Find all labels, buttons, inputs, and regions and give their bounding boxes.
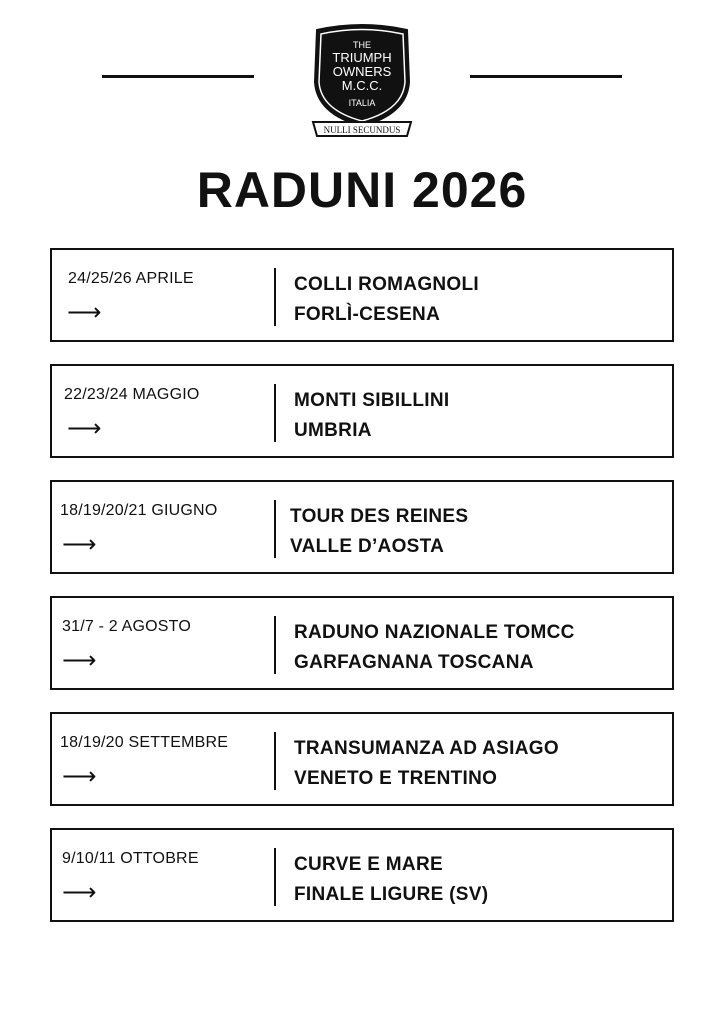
- event-divider: [274, 500, 276, 558]
- header-rule-right: [470, 75, 622, 78]
- event-place-line-2: GARFAGNANA TOSCANA: [294, 652, 534, 673]
- page-title: RADUNI 2026: [196, 162, 528, 218]
- header: [0, 0, 724, 150]
- event-date: 18/19/20/21 GIUGNO: [60, 502, 218, 519]
- logo-line-1: THE: [353, 40, 371, 50]
- event-place: [294, 270, 479, 330]
- arrow-right-icon: ⟶: [62, 646, 97, 674]
- arrow-right-icon: ⟶: [67, 298, 102, 326]
- arrow-right-icon: ⟶: [62, 762, 97, 790]
- event-place-line-1: MONTI SIBILLINI: [294, 390, 450, 411]
- event-card-4: [50, 596, 674, 690]
- event-card-3: [50, 480, 674, 574]
- event-place-line-1: COLLI ROMAGNOLI: [294, 274, 479, 295]
- event-divider: [274, 848, 276, 906]
- event-date: 18/19/20 SETTEMBRE: [60, 734, 229, 751]
- event-place: [294, 734, 559, 794]
- logo-line-2: TRIUMPH: [332, 50, 392, 65]
- event-date: 24/25/26 APRILE: [68, 270, 194, 287]
- event-place: [294, 850, 488, 910]
- event-divider: [274, 616, 276, 674]
- arrow-right-icon: ⟶: [62, 530, 97, 558]
- event-place-line-1: TOUR DES REINES: [290, 506, 469, 527]
- event-place-line-2: VALLE D’AOSTA: [290, 536, 445, 557]
- logo-line-4: M.C.C.: [341, 78, 383, 93]
- event-card-1: [50, 248, 674, 342]
- event-card-6: [50, 828, 674, 922]
- event-date: 31/7 - 2 AGOSTO: [62, 618, 191, 635]
- arrow-right-icon: ⟶: [67, 414, 102, 442]
- logo-motto: NULLI SECUNDUS: [323, 125, 401, 135]
- event-date: 9/10/11 OTTOBRE: [62, 850, 199, 867]
- logo-line-5: ITALIA: [348, 98, 376, 108]
- event-place-line-2: VENETO E TRENTINO: [294, 768, 498, 789]
- event-place-line-2: FINALE LIGURE (SV): [294, 884, 489, 905]
- event-place-line-2: UMBRIA: [294, 420, 372, 441]
- event-place: [294, 618, 575, 678]
- event-divider: [274, 268, 276, 326]
- event-place-line-1: TRANSUMANZA AD ASIAGO: [294, 738, 559, 759]
- header-rule-left: [102, 75, 254, 78]
- event-divider: [274, 384, 276, 442]
- triumph-owners-shield-logo: [307, 22, 417, 140]
- event-divider: [274, 732, 276, 790]
- event-card-5: [50, 712, 674, 806]
- logo-line-3: OWNERS: [332, 64, 392, 79]
- event-place: [294, 386, 449, 446]
- event-place-line-1: RADUNO NAZIONALE TOMCC: [294, 622, 575, 643]
- arrow-right-icon: ⟶: [62, 878, 97, 906]
- event-date: 22/23/24 MAGGIO: [64, 386, 200, 403]
- shield-logo-graphic: [307, 22, 417, 140]
- event-place: [290, 502, 468, 562]
- event-place-line-2: FORLÌ-CESENA: [294, 304, 441, 325]
- event-place-line-1: CURVE E MARE: [294, 854, 443, 875]
- event-card-2: [50, 364, 674, 458]
